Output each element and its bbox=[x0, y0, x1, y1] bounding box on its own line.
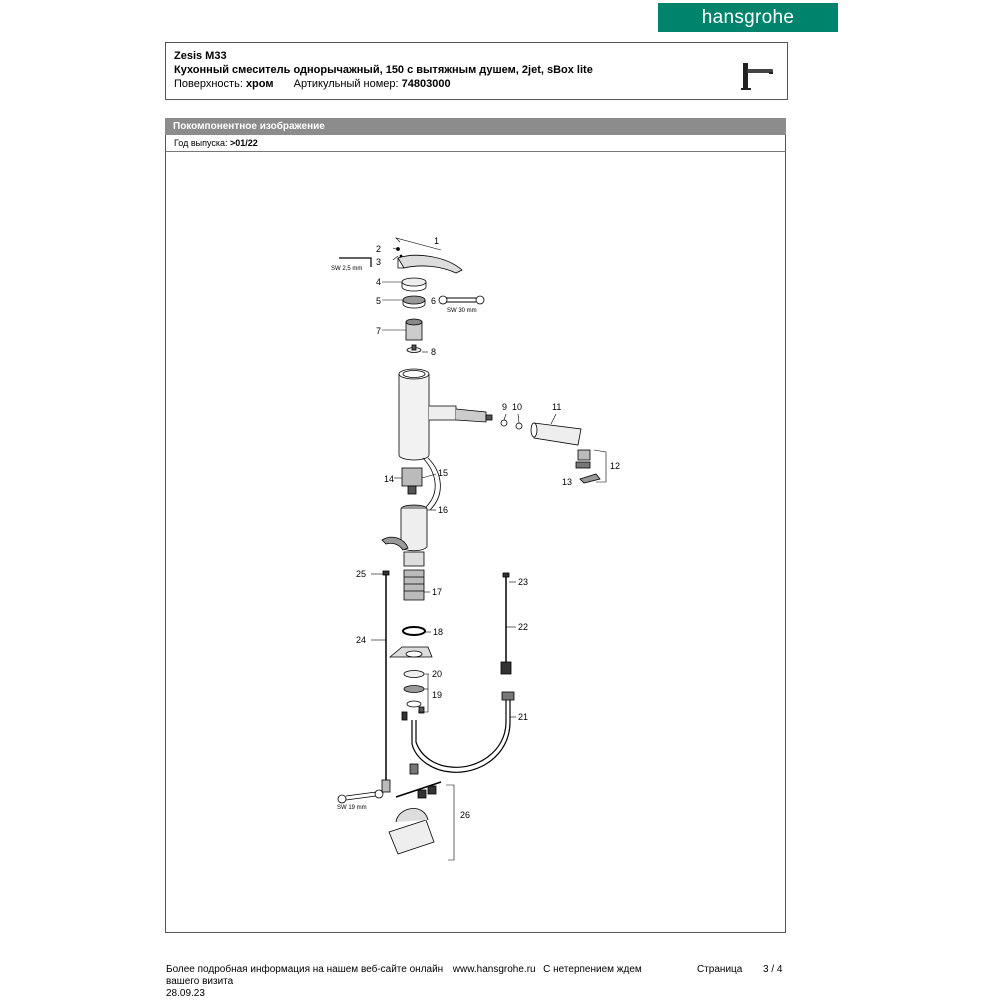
year-value: >01/22 bbox=[230, 138, 258, 148]
part-2-label: 2 bbox=[376, 244, 382, 254]
product-attributes bbox=[174, 78, 451, 91]
footer-line-2: вашего визита bbox=[166, 976, 234, 987]
part-26-label: 26 bbox=[460, 810, 471, 820]
footer-url-link[interactable]: www.hansgrohe.ru bbox=[452, 964, 536, 975]
page-label: Страница bbox=[697, 964, 743, 975]
part-5-label: 5 bbox=[376, 296, 382, 306]
part-12-label: 12 bbox=[610, 461, 621, 471]
article-value: 74803000 bbox=[401, 78, 451, 90]
part-6-label: 6 bbox=[431, 296, 437, 306]
part-11-label: 11 bbox=[552, 402, 562, 412]
part-19-label: 19 bbox=[432, 690, 443, 700]
part-21-label: 21 bbox=[518, 712, 529, 722]
tool-sw19-label: SW 19 mm bbox=[337, 805, 367, 811]
footer-line-1 bbox=[166, 964, 783, 976]
footer-date: 28.09.23 bbox=[166, 988, 205, 999]
part-25-label: 25 bbox=[356, 569, 367, 579]
part-14-label: 14 bbox=[384, 474, 395, 484]
part-3-label: 3 bbox=[376, 257, 382, 267]
tool-sw25-label: SW 2,5 mm bbox=[331, 266, 363, 272]
footer bbox=[166, 964, 783, 1000]
page-number: 3 / 4 bbox=[763, 964, 783, 975]
part-8-label: 8 bbox=[431, 347, 437, 357]
part-4-label: 4 bbox=[376, 277, 382, 287]
brand-name: hansgrohe bbox=[701, 6, 795, 28]
release-year bbox=[165, 135, 786, 152]
surface-value: хром bbox=[245, 78, 274, 90]
section-title: Покомпонентное изображение bbox=[165, 118, 786, 135]
part-23-label: 23 bbox=[518, 577, 529, 587]
part-20-label: 20 bbox=[432, 669, 443, 679]
exploded-view-area bbox=[165, 152, 786, 933]
faucet-thumbnail-icon bbox=[739, 57, 779, 91]
part-15-label: 15 bbox=[438, 468, 449, 478]
footer-info-text: Более подробная информация на нашем веб-сайте онлайн bbox=[166, 964, 444, 975]
part-17-label: 17 bbox=[432, 587, 443, 597]
part-10-label: 10 bbox=[512, 402, 523, 412]
part-24-label: 24 bbox=[356, 635, 367, 645]
part-1-label: 1 bbox=[434, 236, 440, 246]
year-label: Год выпуска: bbox=[174, 138, 228, 148]
product-description: Кухонный смеситель однорычажный, 150 с вытяжным душем, 2jet, sBox lite bbox=[174, 64, 593, 76]
brand-logo bbox=[658, 3, 838, 32]
part-13-label: 13 bbox=[562, 477, 573, 487]
part-18-label: 18 bbox=[433, 627, 444, 637]
part-16-label: 16 bbox=[438, 505, 449, 515]
footer-visit-text: С нетерпением ждем bbox=[543, 964, 642, 975]
part-9-label: 9 bbox=[502, 402, 508, 412]
tool-sw30-label: SW 30 mm bbox=[447, 308, 477, 314]
product-name: Zesis M33 bbox=[174, 50, 227, 62]
part-22-label: 22 bbox=[518, 622, 529, 632]
surface-label: Поверхность: bbox=[174, 78, 243, 90]
product-header bbox=[165, 42, 788, 100]
part-7-label: 7 bbox=[376, 326, 382, 336]
exploded-view-diagram bbox=[166, 152, 785, 932]
handle-lever bbox=[398, 255, 462, 273]
article-label: Артикульный номер: bbox=[293, 78, 399, 90]
